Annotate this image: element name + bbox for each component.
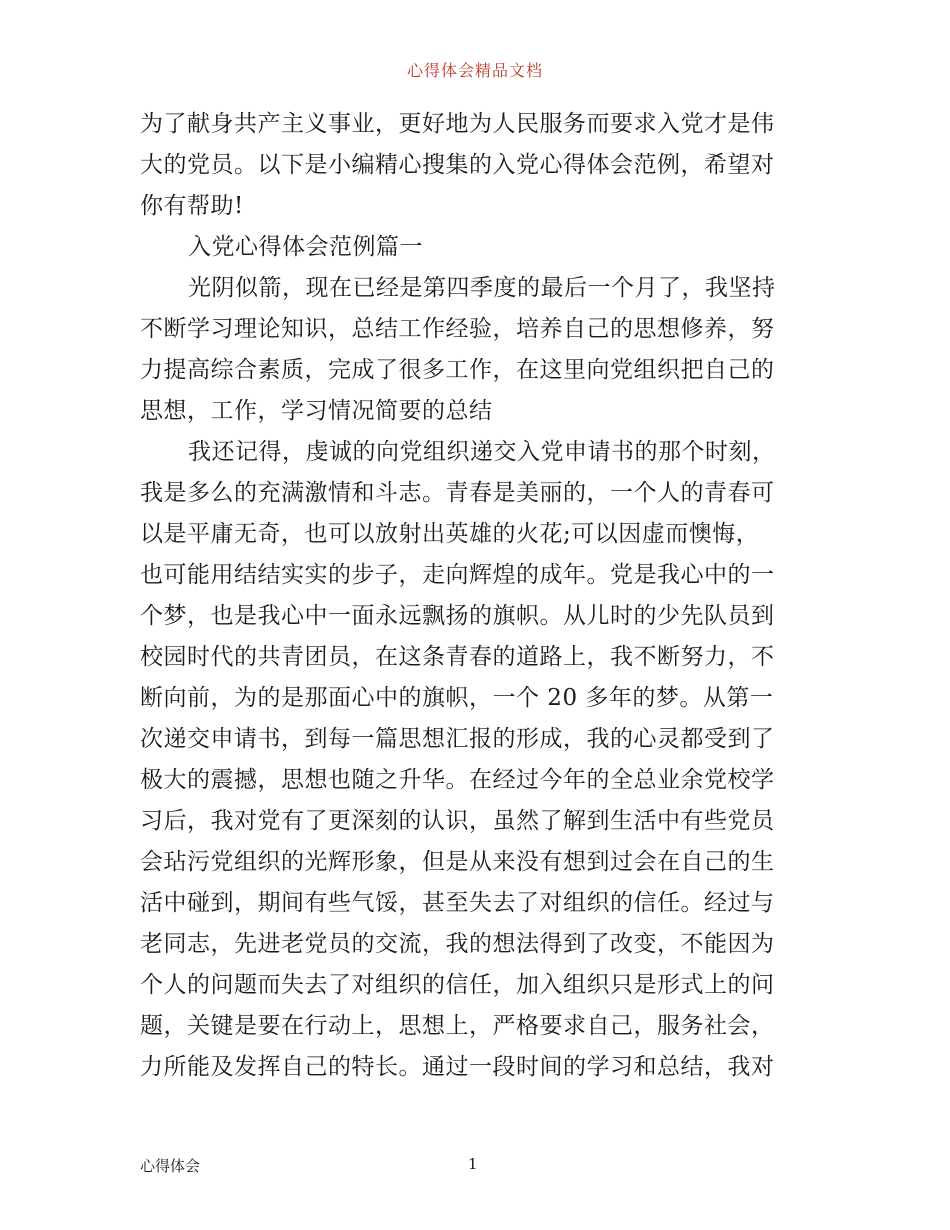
body-line: 个人的问题而失去了对组织的信任，加入组织只是形式上的问 xyxy=(140,972,775,998)
body-line: 极大的震撼，思想也随之升华。在经过今年的全总业余党校学 xyxy=(140,767,775,793)
footer-label: 心得体会 xyxy=(140,1157,201,1175)
body-line: 力所能及发挥自己的特长。通过一段时间的学习和总结，我对 xyxy=(140,1054,775,1080)
document-body xyxy=(140,104,812,1088)
page-number: 1 xyxy=(468,1155,478,1173)
body-line: 次递交申请书，到每一篇思想汇报的形成，我的心灵都受到了 xyxy=(140,726,775,752)
body-line: 活中碰到，期间有些气馁，甚至失去了对组织的信任。经过与 xyxy=(140,890,775,916)
body-line: 我还记得，虔诚的向党组织递交入党申请书的那个时刻， xyxy=(188,439,776,465)
body-line: 断向前，为的是那面心中的旗帜，一个 20 多年的梦。从第一 xyxy=(140,685,774,711)
body-line: 我是多么的充满激情和斗志。青春是美丽的，一个人的青春可 xyxy=(140,480,775,506)
body-line: 光阴似箭，现在已经是第四季度的最后一个月了，我坚持 xyxy=(188,275,776,301)
body-line: 为了献身共产主义事业，更好地为人民服务而要求入党才是伟 xyxy=(140,111,775,137)
body-line: 老同志，先进老党员的交流，我的想法得到了改变，不能因为 xyxy=(140,931,775,957)
body-line: 题，关键是要在行动上，思想上，严格要求自己，服务社会， xyxy=(140,1013,775,1039)
body-line: 以是平庸无奇，也可以放射出英雄的火花;可以因虚而懊悔， xyxy=(140,521,760,547)
body-line: 也可能用结结实实的步子，走向辉煌的成年。党是我心中的一 xyxy=(140,562,775,588)
page-header-title: 心得体会精品文档 xyxy=(406,61,543,80)
body-line: 校园时代的共青团员，在这条青春的道路上，我不断努力，不 xyxy=(140,644,775,670)
body-line: 力提高综合素质，完成了很多工作，在这里向党组织把自己的 xyxy=(140,357,775,383)
body-line: 你有帮助! xyxy=(140,193,244,219)
body-line: 大的党员。以下是小编精心搜集的入党心得体会范例，希望对 xyxy=(140,152,775,178)
body-line: 会玷污党组织的光辉形象，但是从来没有想到过会在自己的生 xyxy=(140,849,775,875)
section-heading: 入党心得体会范例篇一 xyxy=(188,234,423,260)
body-line: 习后，我对党有了更深刻的认识，虽然了解到生活中有些党员 xyxy=(140,808,775,834)
body-line: 思想，工作，学习情况简要的总结 xyxy=(140,398,493,424)
body-line: 不断学习理论知识，总结工作经验，培养自己的思想修养，努 xyxy=(140,316,775,342)
body-line: 个梦，也是我心中一面永远飘扬的旗帜。从儿时的少先队员到 xyxy=(140,603,775,629)
